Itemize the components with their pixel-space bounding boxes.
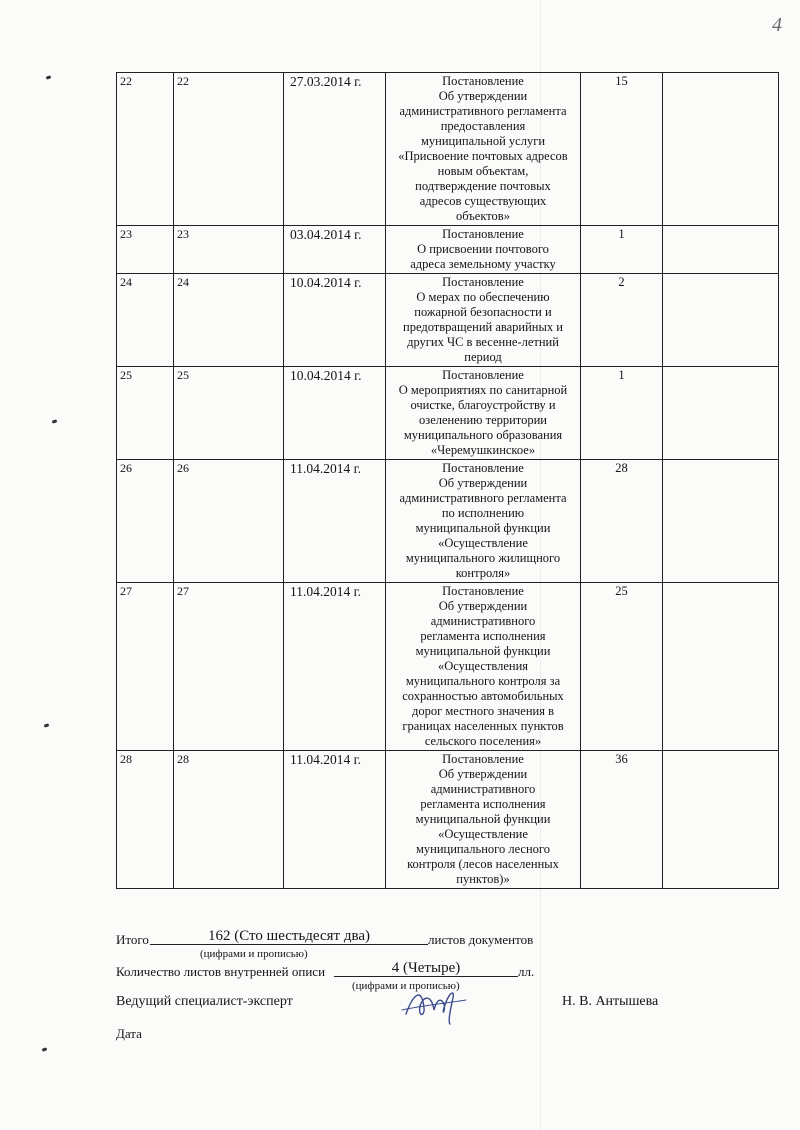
inner-count-value: 4 (Четыре) xyxy=(334,960,518,977)
row-number: 23 xyxy=(117,226,174,274)
document-title-line: О мероприятиях по санитарной xyxy=(398,383,568,397)
register-row xyxy=(117,460,779,583)
register-table-body xyxy=(117,73,779,889)
total-value: 162 (Сто шестьдесят два) xyxy=(150,928,428,945)
document-title xyxy=(386,226,581,274)
document-date: 27.03.2014 г. xyxy=(284,73,386,226)
scan-speck xyxy=(52,419,58,424)
document-title-line: озеленению территории xyxy=(419,413,547,427)
page-number-handwritten: 4 xyxy=(772,14,782,36)
document-title-line: муниципальной функции xyxy=(415,812,551,826)
document-title-line: муниципального жилищного xyxy=(405,551,561,565)
document-title-line: «Присвоение почтовых адресов xyxy=(398,149,568,163)
document-title-line: пунктов)» xyxy=(456,872,510,886)
page-count: 36 xyxy=(581,751,663,889)
document-title-line: сельского поселения» xyxy=(424,734,542,748)
note-cell xyxy=(663,583,779,751)
document-title-line: «Осуществления xyxy=(437,659,529,673)
document-index: 24 xyxy=(174,274,284,367)
document-title-line: регламента исполнения xyxy=(420,629,546,643)
row-number: 22 xyxy=(117,73,174,226)
document-title-line: «Осуществление xyxy=(438,827,528,841)
row-number: 25 xyxy=(117,367,174,460)
document-date: 10.04.2014 г. xyxy=(284,367,386,460)
signer-name: Н. В. Антышева xyxy=(562,994,659,1009)
document-title xyxy=(386,460,581,583)
row-number: 27 xyxy=(117,583,174,751)
register-row xyxy=(117,367,779,460)
document-title-line: муниципальной услуги xyxy=(420,134,546,148)
position-label: Ведущий специалист-эксперт xyxy=(116,994,293,1009)
document-title-line: дорог местного значения в xyxy=(412,704,554,718)
document-title-line: «Осуществление xyxy=(438,536,528,550)
document-title-line: «Черемушкинское» xyxy=(430,443,536,457)
document-title-line: новым объектам, xyxy=(437,164,529,178)
document-title-line: регламента исполнения xyxy=(420,797,546,811)
document-title-line: объектов» xyxy=(456,209,510,223)
page-count: 28 xyxy=(581,460,663,583)
document-title-line: Постановление xyxy=(442,275,524,289)
register-row xyxy=(117,226,779,274)
document-title-line: контроля» xyxy=(455,566,511,580)
document-title-line: период xyxy=(464,350,502,364)
document-date: 03.04.2014 г. xyxy=(284,226,386,274)
document-title-line: административного xyxy=(430,614,536,628)
document-title-line: административного регламента xyxy=(399,104,567,118)
document-title xyxy=(386,583,581,751)
document-index: 27 xyxy=(174,583,284,751)
scan-speck xyxy=(42,1047,48,1052)
register-row xyxy=(117,73,779,226)
document-title-line: Постановление xyxy=(442,461,524,475)
register-row xyxy=(117,274,779,367)
row-number: 24 xyxy=(117,274,174,367)
document-title-line: по исполнению xyxy=(441,506,525,520)
note-cell xyxy=(663,274,779,367)
document-title-line: муниципального контроля за xyxy=(405,674,561,688)
page-count: 25 xyxy=(581,583,663,751)
scan-speck xyxy=(44,723,50,728)
note-cell xyxy=(663,751,779,889)
document-title-line: других ЧС в весенне-летний xyxy=(407,335,559,349)
page-count: 2 xyxy=(581,274,663,367)
signature-scribble xyxy=(400,982,470,1026)
document-index: 28 xyxy=(174,751,284,889)
page-count: 1 xyxy=(581,367,663,460)
document-date: 11.04.2014 г. xyxy=(284,583,386,751)
document-title-line: Об утверждении xyxy=(438,599,528,613)
inner-count-suffix: лл. xyxy=(518,964,535,979)
note-cell xyxy=(663,460,779,583)
note-cell xyxy=(663,367,779,460)
document-title xyxy=(386,367,581,460)
document-title-line: муниципальной функции xyxy=(415,521,551,535)
total-label: Итого xyxy=(116,932,149,947)
document-title-line: муниципального лесного xyxy=(416,842,550,856)
document-title-line: предотвращений аварийных и xyxy=(403,320,563,334)
document-date: 11.04.2014 г. xyxy=(284,751,386,889)
document-title-line: контроля (лесов населенных xyxy=(407,857,559,871)
document-title xyxy=(386,751,581,889)
document-title xyxy=(386,274,581,367)
page-count: 15 xyxy=(581,73,663,226)
note-cell xyxy=(663,226,779,274)
page-count: 1 xyxy=(581,226,663,274)
document-index: 25 xyxy=(174,367,284,460)
document-title-line: административного регламента xyxy=(399,491,567,505)
document-title-line: Постановление xyxy=(442,368,524,382)
document-title-line: Об утверждении xyxy=(438,767,528,781)
inner-count-label: Количество листов внутренней описи xyxy=(116,964,326,979)
document-title-line: пожарной безопасности и xyxy=(414,305,552,319)
total-suffix: листов документов xyxy=(428,932,534,947)
document-date: 11.04.2014 г. xyxy=(284,460,386,583)
document-title-line: О мерах по обеспечению xyxy=(416,290,550,304)
document-date: 10.04.2014 г. xyxy=(284,274,386,367)
document-title-line: Постановление xyxy=(442,74,524,88)
total-hint: (цифрами и прописью) xyxy=(200,948,308,960)
register-row xyxy=(117,583,779,751)
document-index: 26 xyxy=(174,460,284,583)
document-title-line: Об утверждении xyxy=(438,476,528,490)
date-label: Дата xyxy=(116,1026,142,1041)
document-title-line: Постановление xyxy=(442,752,524,766)
inner-count-hint: (цифрами и прописью) xyxy=(352,980,460,992)
document-title-line: адреса земельному участку xyxy=(410,257,556,271)
document-register-table xyxy=(116,72,779,889)
document-title-line: Об утверждении xyxy=(438,89,528,103)
document-title-line: О присвоении почтового xyxy=(417,242,549,256)
document-title-line: муниципальной функции xyxy=(415,644,551,658)
document-title xyxy=(386,73,581,226)
document-title-line: Постановление xyxy=(442,227,524,241)
document-title-line: муниципального образования xyxy=(403,428,563,442)
document-title-line: Постановление xyxy=(442,584,524,598)
document-title-line: границах населенных пунктов xyxy=(402,719,564,733)
note-cell xyxy=(663,73,779,226)
row-number: 26 xyxy=(117,460,174,583)
document-title-line: предоставления xyxy=(440,119,526,133)
document-index: 23 xyxy=(174,226,284,274)
row-number: 28 xyxy=(117,751,174,889)
register-row xyxy=(117,751,779,889)
document-title-line: сохранностью автомобильных xyxy=(402,689,564,703)
document-index: 22 xyxy=(174,73,284,226)
scan-speck xyxy=(46,75,52,80)
document-title-line: административного xyxy=(430,782,536,796)
document-title-line: очистке, благоустройству и xyxy=(410,398,556,412)
document-title-line: подтверждение почтовых xyxy=(415,179,551,193)
document-title-line: адресов существующих xyxy=(419,194,547,208)
